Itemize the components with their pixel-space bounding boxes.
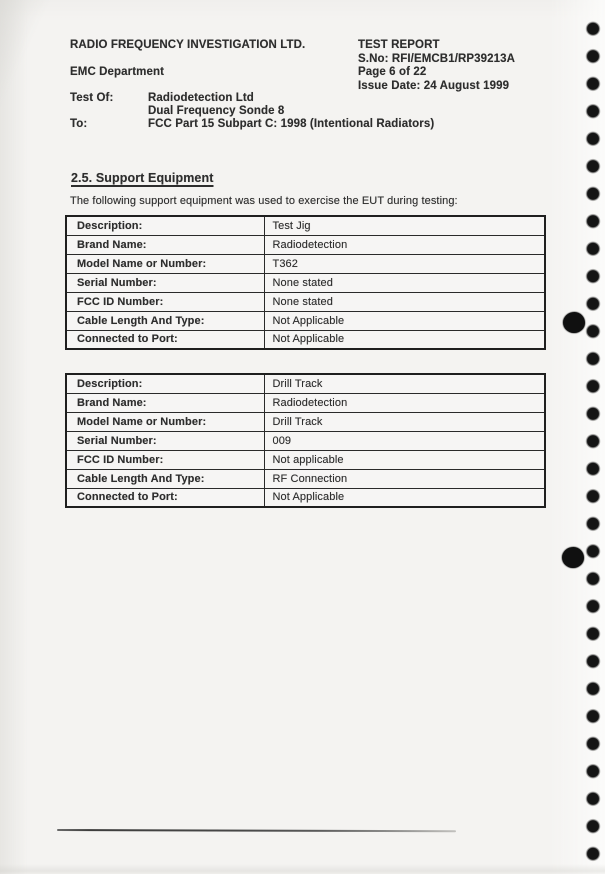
row-label: Serial Number: xyxy=(66,273,264,292)
row-value: Not Applicable xyxy=(264,330,545,349)
company-name: RADIO FREQUENCY INVESTIGATION LTD. xyxy=(70,39,306,51)
table-row xyxy=(66,254,545,273)
row-label: Connected to Port: xyxy=(66,488,264,507)
table-row xyxy=(66,235,545,254)
table-row xyxy=(66,311,545,330)
table-row xyxy=(66,412,545,431)
row-value: Radiodetection xyxy=(264,235,545,254)
row-value: Not applicable xyxy=(264,450,545,469)
row-label: Description: xyxy=(66,374,264,393)
spacer xyxy=(70,105,148,118)
table-row xyxy=(66,292,545,311)
row-value: Drill Track xyxy=(264,374,545,393)
row-label: Cable Length And Type: xyxy=(66,311,264,330)
report-title: TEST REPORT xyxy=(358,39,440,51)
table-row xyxy=(66,273,545,292)
section-heading: 2.5. Support Equipment xyxy=(71,171,214,185)
table-row xyxy=(66,393,545,412)
row-value: Drill Track xyxy=(264,412,545,431)
section-intro-text: The following support equipment was used to exercise the EUT during testing: xyxy=(70,195,458,207)
support-equipment-table-1 xyxy=(65,215,546,350)
row-value: None stated xyxy=(264,292,545,311)
row-label: Brand Name: xyxy=(66,235,264,254)
binding-holes xyxy=(580,15,605,868)
report-issue-date: Issue Date: 24 August 1999 xyxy=(358,79,510,92)
to-label: To: xyxy=(70,118,88,131)
row-value: 009 xyxy=(264,431,545,450)
table-row xyxy=(66,374,545,393)
row-value: Test Jig xyxy=(264,216,545,235)
ink-blob-icon xyxy=(562,547,584,568)
table-row xyxy=(66,488,545,507)
row-value: Radiodetection xyxy=(264,393,545,412)
department-name: EMC Department xyxy=(70,66,165,78)
footer-rule xyxy=(57,829,456,832)
table-row xyxy=(66,469,545,488)
row-label: Model Name or Number: xyxy=(66,254,264,273)
test-of-label: Test Of: xyxy=(70,92,114,104)
table-row xyxy=(66,450,545,469)
scan-smudge xyxy=(0,864,605,874)
row-label: Cable Length And Type: xyxy=(66,469,264,488)
test-subject-block xyxy=(70,92,434,132)
support-equipment-table-2 xyxy=(65,373,546,508)
row-label: Serial Number: xyxy=(66,431,264,450)
table-row xyxy=(66,330,545,349)
row-value: T362 xyxy=(264,254,545,273)
ink-blob-icon xyxy=(563,312,585,333)
table-row xyxy=(66,431,545,450)
report-serial-number: S.No: RFI/EMCB1/RP39213A xyxy=(358,52,516,65)
table-row xyxy=(66,216,545,235)
test-of-product: Dual Frequency Sonde 8 xyxy=(148,105,285,118)
row-value: Not Applicable xyxy=(264,488,545,507)
row-label: Connected to Port: xyxy=(66,330,264,349)
report-page-number: Page 6 of 22 xyxy=(358,66,427,78)
report-info-block xyxy=(358,39,515,93)
row-value: Not Applicable xyxy=(264,311,545,330)
to-standard: FCC Part 15 Subpart C: 1998 (Intentional Radiators) xyxy=(148,118,435,131)
row-label: Brand Name: xyxy=(66,393,264,412)
test-of-manufacturer: Radiodetection Ltd xyxy=(148,92,254,104)
row-value: RF Connection xyxy=(264,469,545,488)
row-label: FCC ID Number: xyxy=(66,450,264,469)
row-label: Description: xyxy=(66,216,264,235)
row-label: Model Name or Number: xyxy=(66,412,264,431)
row-value: None stated xyxy=(264,273,545,292)
row-label: FCC ID Number: xyxy=(66,292,264,311)
